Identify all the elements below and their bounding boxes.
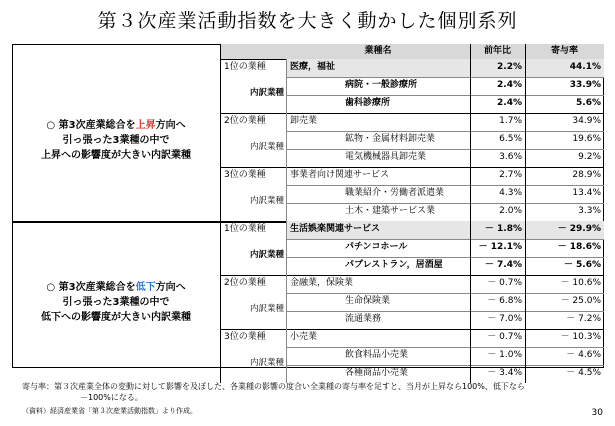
- yoy-value: － 6.8%: [487, 296, 522, 306]
- contribution-value: 3.3%: [578, 206, 601, 216]
- industry-name: 歯科診療所: [345, 98, 391, 108]
- industry-name: 飲食料品小売業: [345, 350, 409, 360]
- industry-name: 各種商品小売業: [345, 368, 409, 378]
- contribution-value: － 10.6%: [560, 278, 601, 288]
- footnote-line-2: －100%になる。: [80, 393, 143, 402]
- contribution-value: － 4.5%: [566, 368, 601, 378]
- group-description-1: [12, 221, 220, 383]
- description-line-3: 上昇への影響度が大きい内訳業種: [41, 149, 191, 161]
- column-divider: [220, 44, 221, 383]
- contribution-value: 34.9%: [572, 116, 601, 126]
- footnote-line-1: 寄与率：第３次産業全体の変動に対して影響を及ぼした、各業種の影響の度合い全業種の寄与率を足すと、当月が上昇なら100%、低下なら: [22, 382, 525, 391]
- page-title: 第３次産業活動指数を大きく動かした個別系列: [97, 10, 518, 32]
- description-text: [41, 280, 191, 325]
- yoy-value: － 0.7%: [487, 278, 522, 288]
- yoy-value: 2.0%: [499, 206, 522, 216]
- contribution-value: 33.9%: [569, 80, 601, 90]
- industry-name: 医療，福祉: [290, 62, 336, 72]
- industry-name: 生活娯楽関連サービス: [290, 224, 381, 234]
- yoy-value: 2.4%: [497, 80, 522, 90]
- industry-name: パブレストラン，居酒屋: [345, 260, 443, 270]
- column-divider: [286, 59, 287, 383]
- industry-name: 病院・一般診療所: [345, 80, 418, 90]
- description-line-2: 引っ張った3業種の中で: [62, 134, 170, 146]
- yoy-value: 3.6%: [499, 152, 522, 162]
- source-note: （資料）経済産業省「第３次産業活動指数」より作成。: [22, 407, 197, 415]
- group-description-0: [12, 59, 220, 221]
- column-divider: [525, 44, 526, 383]
- header-contribution: 寄与率: [525, 44, 604, 59]
- breakdown-label: 内訳業種: [250, 250, 285, 260]
- description-prefix: ○ 第3次産業総合を: [46, 281, 136, 293]
- industry-name: 卸売業: [290, 116, 318, 126]
- rank-label: 2位の業種: [224, 116, 266, 126]
- page-number: 30: [591, 408, 603, 418]
- yoy-value: － 3.4%: [487, 368, 522, 378]
- breakdown-label: 内訳業種: [250, 196, 285, 206]
- column-divider: [470, 44, 471, 383]
- description-suffix: 方向へ: [155, 119, 186, 131]
- industry-name: 電気機械器具卸売業: [345, 152, 427, 162]
- description-line-1: [41, 280, 191, 295]
- rank-label: 1位の業種: [224, 224, 266, 234]
- contribution-value: － 10.3%: [560, 332, 601, 342]
- contribution-value: － 25.0%: [560, 296, 601, 306]
- contribution-value: 9.2%: [578, 152, 601, 162]
- yoy-value: 2.7%: [499, 170, 522, 180]
- yoy-value: 6.5%: [499, 134, 522, 144]
- contribution-value: － 4.6%: [566, 350, 601, 360]
- industry-name: 小売業: [290, 332, 318, 342]
- yoy-value: － 12.1%: [478, 242, 522, 252]
- rank-label: 3位の業種: [224, 332, 266, 342]
- industry-name: 職業紹介・労働者派遣業: [345, 188, 445, 198]
- yoy-value: 4.3%: [499, 188, 522, 198]
- description-highlight: 上昇: [135, 119, 156, 131]
- description-suffix: 方向へ: [155, 281, 186, 293]
- description-text: [41, 118, 191, 163]
- description-line-2: 引っ張った3業種の中で: [62, 296, 170, 308]
- yoy-value: － 1.0%: [487, 350, 522, 360]
- description-line-3: 低下への影響度が大きい内訳業種: [41, 311, 191, 323]
- rank-label: 1位の業種: [224, 62, 266, 72]
- breakdown-label: 内訳業種: [250, 304, 285, 314]
- breakdown-label: 内訳業種: [250, 88, 285, 98]
- header-industry: 業種名: [286, 44, 470, 59]
- breakdown-label: 内訳業種: [250, 142, 285, 152]
- description-line-1: [41, 118, 191, 133]
- breakdown-label: 内訳業種: [250, 358, 285, 368]
- industry-name: 流通業務: [345, 314, 382, 324]
- header-yoy: 前年比: [470, 44, 525, 59]
- contribution-value: 19.6%: [572, 134, 601, 144]
- industry-name: 事業者向け関連サービス: [290, 170, 390, 180]
- yoy-value: － 0.7%: [487, 332, 522, 342]
- contribution-value: 5.6%: [576, 98, 601, 108]
- contribution-value: － 29.9%: [557, 224, 601, 234]
- yoy-value: － 1.8%: [484, 224, 522, 234]
- contribution-value: － 5.6%: [563, 260, 601, 270]
- rank-label: 2位の業種: [224, 278, 266, 288]
- industry-name: パチンコホール: [345, 242, 408, 252]
- industry-name: 鉱物・金属材料卸売業: [345, 134, 436, 144]
- yoy-value: 2.2%: [497, 62, 522, 72]
- description-highlight: 低下: [135, 281, 156, 293]
- contribution-value: 13.4%: [572, 188, 601, 198]
- contribution-value: 44.1%: [569, 62, 601, 72]
- yoy-value: 2.4%: [497, 98, 522, 108]
- yoy-value: － 7.4%: [484, 260, 522, 270]
- industry-name: 土木・建築サービス業: [345, 206, 436, 216]
- contribution-value: 28.9%: [572, 170, 601, 180]
- yoy-value: － 7.0%: [487, 314, 522, 324]
- rank-label: 3位の業種: [224, 170, 266, 180]
- contribution-value: － 18.6%: [557, 242, 601, 252]
- industry-name: 生命保険業: [345, 296, 391, 306]
- industry-name: 金融業，保険業: [290, 278, 354, 288]
- contribution-value: － 7.2%: [566, 314, 601, 324]
- yoy-value: 1.7%: [499, 116, 522, 126]
- description-prefix: ○ 第3次産業総合を: [46, 119, 136, 131]
